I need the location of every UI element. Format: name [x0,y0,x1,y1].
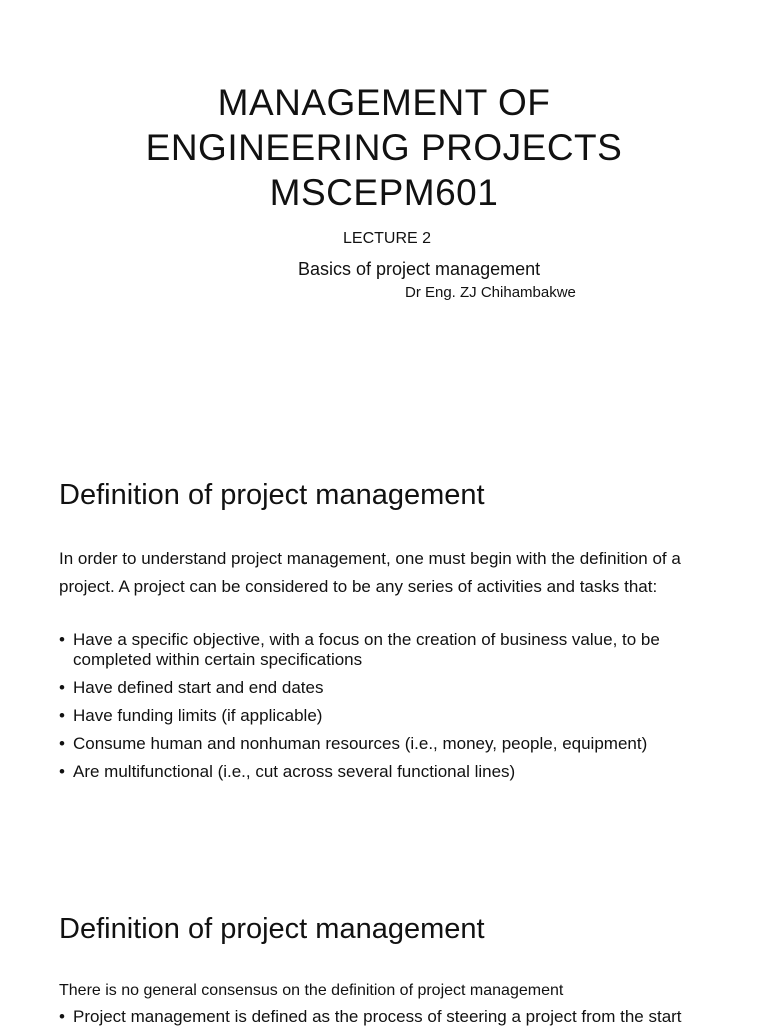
definition-slide [0,440,768,860]
bullet-item [59,630,719,670]
slide-heading: Definition of project management [59,479,485,511]
slide-intro-text: There is no general consensus on the definition of project management [59,982,564,999]
title-slide [0,0,768,420]
bullet-item [59,762,719,782]
course-title-line: ENGINEERING PROJECTS [145,127,623,168]
bullet-item [59,706,719,726]
bullet-text: Are multifunctional (i.e., cut across several functional lines) [73,762,516,781]
bullet-icon: • [59,706,65,725]
bullet-icon: • [59,678,65,697]
course-title-line: MANAGEMENT OF [217,82,551,123]
slide-intro-text: In order to understand project management, one must begin with the definition of a project. A project can be considered to be any series of activities and tasks that: [59,549,681,596]
bullet-item [59,734,719,754]
bullet-item [59,1007,739,1027]
bullet-icon: • [59,1007,65,1026]
bullet-icon: • [59,734,65,753]
slide-heading: Definition of project management [59,913,485,945]
bullet-icon: • [59,630,65,649]
bullet-text: Project management is defined as the process of steering a project from the start [73,1007,682,1026]
bullet-item [59,678,719,698]
definition-slide-continued [0,880,768,1024]
bullet-text: Have defined start and end dates [73,678,324,697]
bullet-text: Have a specific objective, with a focus on the creation of business value, to be completed within certain specifications [73,630,660,669]
lecture-number: LECTURE 2 [343,230,432,247]
course-title [0,80,768,215]
bullet-icon: • [59,762,65,781]
bullet-list [59,1007,739,1027]
bullet-text: Consume human and nonhuman resources (i.e., money, people, equipment) [73,734,648,753]
course-code: MSCEPM601 [269,172,499,213]
author-name: Dr Eng. ZJ Chihambakwe [405,284,576,301]
bullet-list [59,630,719,790]
lecture-subtitle: Basics of project management [298,259,541,279]
bullet-text: Have funding limits (if applicable) [73,706,323,725]
